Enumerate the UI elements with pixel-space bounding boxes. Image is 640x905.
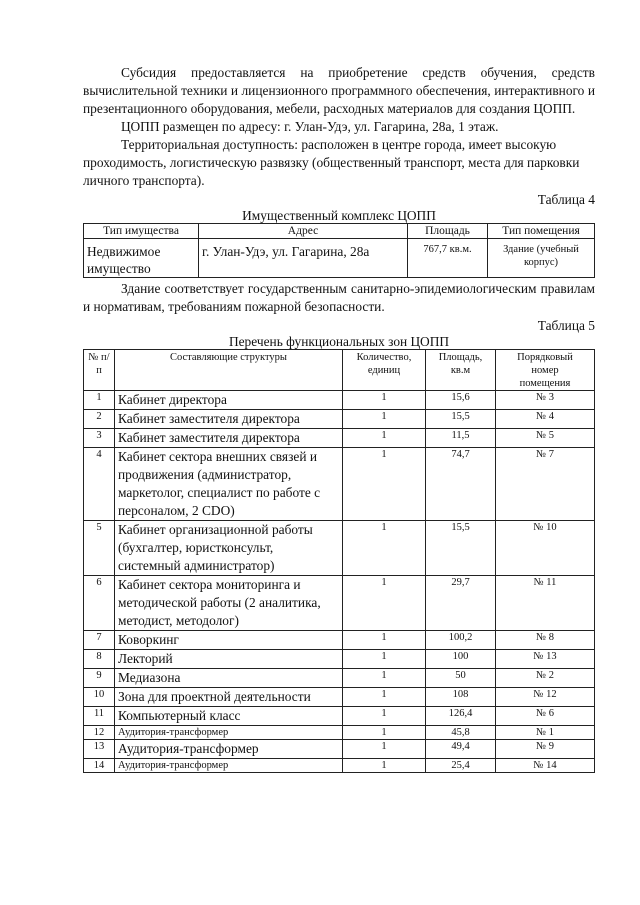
header-cell: Количество, единиц	[343, 350, 426, 391]
table-cell: г. Улан-Удэ, ул. Гагарина, 28а	[199, 239, 408, 278]
table-cell: Коворкинг	[115, 631, 343, 650]
table-cell: 1	[343, 521, 426, 576]
table-row	[84, 726, 595, 740]
table-cell: 10	[84, 688, 115, 707]
table-cell: Кабинет заместителя директора	[115, 429, 343, 448]
table-row	[84, 759, 595, 773]
table4-label: Таблица 4	[537, 192, 595, 207]
table-cell: 1	[343, 740, 426, 759]
functional-zones-table	[83, 349, 595, 773]
table-row	[84, 410, 595, 429]
table5-caption: Перечень функциональных зон ЦОПП	[228, 334, 450, 349]
table-cell: 1	[343, 726, 426, 740]
table-cell: 12	[84, 726, 115, 740]
table-cell: 50	[426, 669, 496, 688]
table-cell: № 12	[496, 688, 595, 707]
header-cell: Адрес	[199, 224, 408, 239]
table-cell: № 1	[496, 726, 595, 740]
table-cell: Кабинет заместителя директора	[115, 410, 343, 429]
table-cell: 126,4	[426, 707, 496, 726]
table-cell: 29,7	[426, 576, 496, 631]
table-row	[84, 391, 595, 410]
paragraph-subsidy: Субсидия предоставляется на приобретение средств обучения, средств вычислительной техники и лицензионного программного обеспечения, интерактивного и презентационного оборудования, мебели, расходных материалов для создания ЦОПП.	[83, 65, 595, 116]
table-cell: Аудитория-трансформер	[115, 726, 343, 740]
table-cell: 15,6	[426, 391, 496, 410]
table-cell: № 7	[496, 448, 595, 521]
table-cell: 11,5	[426, 429, 496, 448]
table-cell: Кабинет сектора внешних связей и продвижения (администратор, маркетолог, специалист по работе с персоналом, 2 CDO)	[115, 448, 343, 521]
table-cell: 1	[343, 576, 426, 631]
table-row	[84, 740, 595, 759]
table-cell: Зона для проектной деятельности	[115, 688, 343, 707]
table-cell: № 10	[496, 521, 595, 576]
table-cell: 100	[426, 650, 496, 669]
table-row	[84, 650, 595, 669]
table-cell: 1	[343, 688, 426, 707]
table-cell: 14	[84, 759, 115, 773]
paragraph-compliance: Здание соответствует государственным санитарно-эпидемиологическим правилам и нормативам, требованиям пожарной безопасности.	[83, 281, 595, 314]
table-cell: Аудитория-трансформер	[115, 759, 343, 773]
table-cell: № 4	[496, 410, 595, 429]
property-table	[83, 223, 595, 278]
header-cell: Тип помещения	[488, 224, 595, 239]
table-cell: 1	[343, 391, 426, 410]
table-cell: 15,5	[426, 521, 496, 576]
table-cell: Недвижимое имущество	[84, 239, 199, 278]
table-row	[84, 576, 595, 631]
table-cell: № 11	[496, 576, 595, 631]
table4-caption: Имущественный комплекс ЦОПП	[242, 208, 436, 223]
table-cell: 45,8	[426, 726, 496, 740]
table-cell: 74,7	[426, 448, 496, 521]
table-cell: № 13	[496, 650, 595, 669]
header-cell: Тип имущества	[84, 224, 199, 239]
table-cell: 1	[343, 410, 426, 429]
table-cell: 4	[84, 448, 115, 521]
table-cell: 1	[343, 707, 426, 726]
table-cell: 15,5	[426, 410, 496, 429]
table-cell: 767,7 кв.м.	[408, 239, 488, 278]
table-cell: 25,4	[426, 759, 496, 773]
header-cell: Порядковый номер помещения	[496, 350, 595, 391]
header-cell: Составляющие структуры	[115, 350, 343, 391]
table-cell: 1	[343, 448, 426, 521]
table-cell: Медиазона	[115, 669, 343, 688]
table-cell: 7	[84, 631, 115, 650]
table-cell: 49,4	[426, 740, 496, 759]
table-cell: № 5	[496, 429, 595, 448]
table-row	[84, 448, 595, 521]
table-cell: 13	[84, 740, 115, 759]
paragraph-accessibility: Территориальная доступность: расположен в центре города, имеет высокую проходимость, логистическую развязку (общественный транспорт, места для парковки личного транспорта).	[83, 137, 580, 188]
table-cell: № 2	[496, 669, 595, 688]
table-cell: 1	[343, 631, 426, 650]
table-cell: 1	[84, 391, 115, 410]
table-cell: Кабинет сектора мониторинга и методической работы (2 аналитика, методист, методолог)	[115, 576, 343, 631]
document-page	[83, 64, 595, 773]
table-row	[84, 631, 595, 650]
table-cell: № 14	[496, 759, 595, 773]
table-cell: № 8	[496, 631, 595, 650]
table-cell: № 9	[496, 740, 595, 759]
paragraph-address: ЦОПП размещен по адресу: г. Улан-Удэ, ул. Гагарина, 28а, 1 этаж.	[121, 119, 499, 134]
table-cell: 6	[84, 576, 115, 631]
table-cell: Кабинет организационной работы (бухгалтер, юристконсульт, системный администратор)	[115, 521, 343, 576]
table-cell: 2	[84, 410, 115, 429]
header-cell: Площадь	[408, 224, 488, 239]
table-header-row	[84, 350, 595, 391]
table-cell: 9	[84, 669, 115, 688]
table-cell: 1	[343, 650, 426, 669]
table-cell: Здание (учебный корпус)	[488, 239, 595, 278]
table5-label: Таблица 5	[537, 318, 595, 333]
table-cell: 1	[343, 429, 426, 448]
table-cell: 5	[84, 521, 115, 576]
table-row	[84, 429, 595, 448]
table-cell: Компьютерный класс	[115, 707, 343, 726]
table-cell: № 6	[496, 707, 595, 726]
table-cell: № 3	[496, 391, 595, 410]
table-cell: Аудитория-трансформер	[115, 740, 343, 759]
table-cell: 1	[343, 669, 426, 688]
table-cell: Кабинет директора	[115, 391, 343, 410]
table-cell: 3	[84, 429, 115, 448]
table-cell: 11	[84, 707, 115, 726]
header-cell: Площадь, кв.м	[426, 350, 496, 391]
header-cell: № п/п	[84, 350, 115, 391]
table-cell: 108	[426, 688, 496, 707]
table-cell: 100,2	[426, 631, 496, 650]
table-cell: 8	[84, 650, 115, 669]
table-cell: 1	[343, 759, 426, 773]
table-row	[84, 707, 595, 726]
table-header-row	[84, 224, 595, 239]
table-row	[84, 669, 595, 688]
table-row	[84, 521, 595, 576]
table-cell: Лекторий	[115, 650, 343, 669]
table-row	[84, 239, 595, 278]
table-row	[84, 688, 595, 707]
